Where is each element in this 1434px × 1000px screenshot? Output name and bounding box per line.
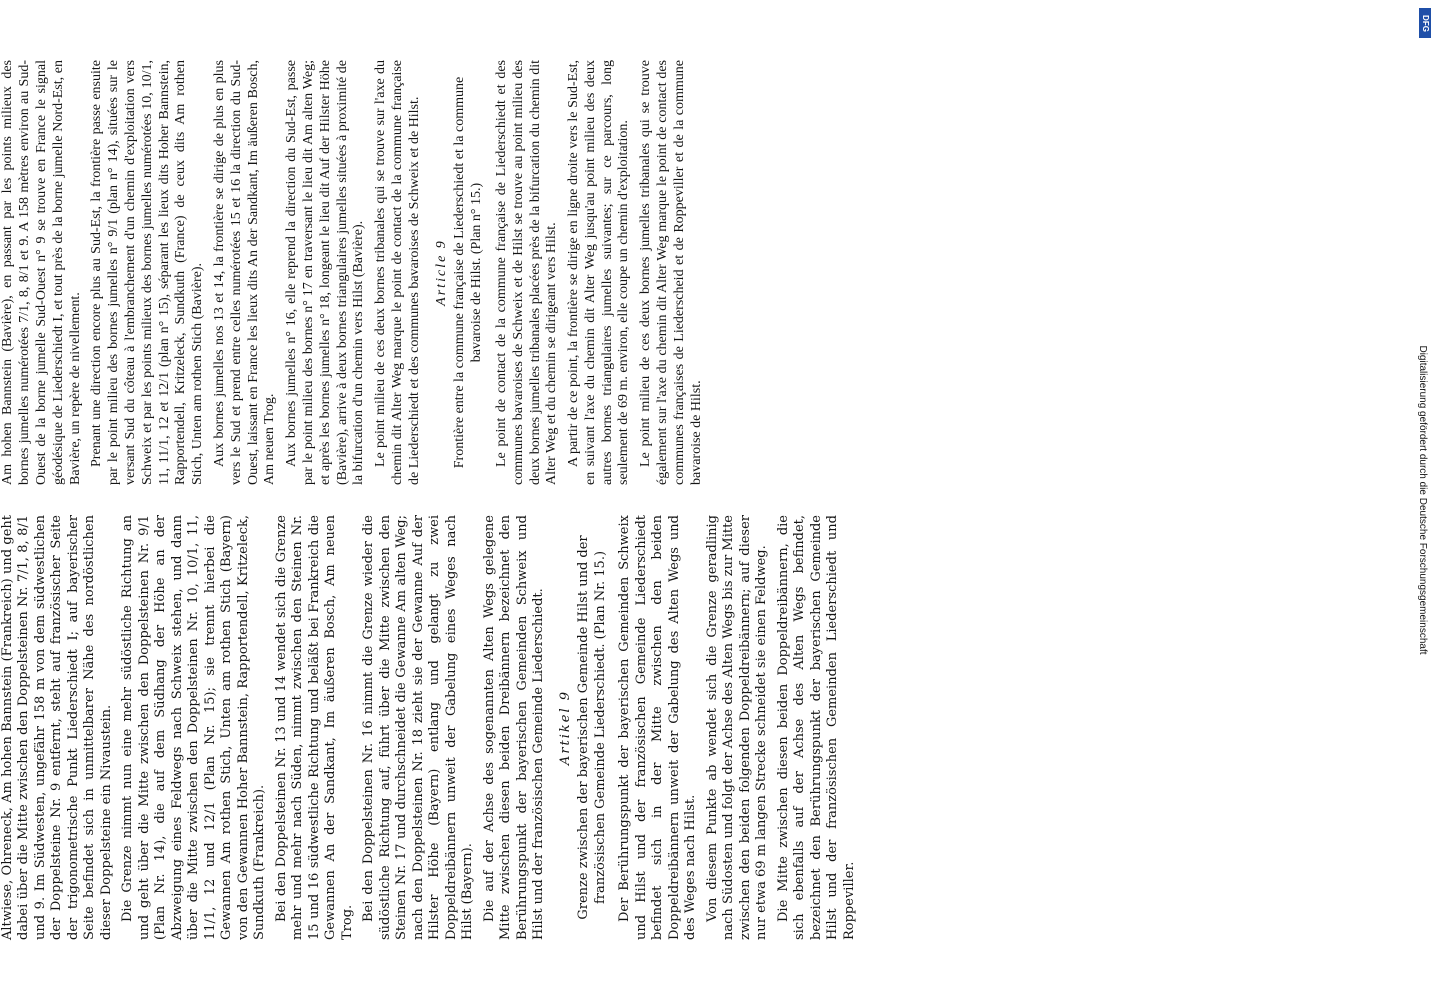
french-article-subheading: Frontière entre la commune française de Liederschiedt et la commune bavaroise de Hilst. (Plan n° 15.) xyxy=(452,76,485,469)
german-paragraph-3: Bei den Doppelsteinen Nr. 13 und 14 wendet sich die Grenze mehr und mehr nach Süden, nimmt zwischen den Steinen Nr. 15 und 16 südwestliche Richtung und beläßt bei Frankreich die Gewannen An der Sandkant, Im äußeren Bosch, Am neuen Trog. xyxy=(273,515,355,940)
german-article-heading: Artikel 9 xyxy=(557,689,573,766)
german-paragraph-1: Altwiese, Ohreneck, Am hohen Bannstein (Frankreich) und geht dabei über die Mitte zwischen den Doppelsteinen Nr. 7/1, 8, 8/1 und 9. Im Südwesten, ungefähr 158 m von dem südwestlichen der Doppelsteine Nr. 9 entfernt, steht auf französischer Seite der trigonometrische Punkt Liederschiedt I; auf bayerischer Seite befindet sich in unmittelbarer Nähe des nordöstlichen dieser Doppelsteine ein Nivaustein. xyxy=(0,515,114,940)
german-paragraph-4: Bei den Doppelsteinen Nr. 16 nimmt die Grenze wieder die südöstliche Richtung auf, führt über die Mitte zwischen den Steinen Nr. 17 und durchschneidet die Gewanne Am alten Weg; nach den Doppelsteinen Nr. 18 zieht sie der Gewanne Auf der Hilster Höhe (Bayern) entlang und gelangt zu zwei Doppeldreibännern unweit der Gabelung eines Weges nach Hilst (Bayern). xyxy=(361,515,475,940)
french-text-column xyxy=(0,60,710,485)
french-paragraph-8: Le point milieu de ces deux bornes jumelles tribanales qui se trouve également sur l'axe du chemin dit Alter Weg marque le point de contact des communes françaises de Liederscheid et de Roppeviller et de la commune bavaroise de Hilst. xyxy=(638,60,704,485)
german-article-subheading: Grenze zwischen der bayerischen Gemeinde Hilst und der französischen Gemeinde Liederschiedt. (Plan Nr. 15.) xyxy=(576,535,608,920)
dfg-logo-icon: DFG xyxy=(1419,8,1431,38)
german-paragraph-8: Die Mitte zwischen diesen beiden Doppeldreibännern, die sich ebenfalls auf der Achse des Alten Wegs befindet, bezeichnet den Berührungspunkt der bayerischen Gemeinde Hilst und der französischen Gemeinden Liederschiedt und Roppeviller. xyxy=(775,515,857,940)
german-paragraph-5: Die auf der Achse des sogenannten Alten Wegs gelegene Mitte zwischen diesen beiden Dreibännern bezeichnet den Berührungspunkt der bayerischen Gemeinden Schweix und Hilst und der französischen Gemeinde Liederschiedt. xyxy=(481,515,546,940)
rotated-document-page xyxy=(0,60,1170,940)
german-paragraph-2: Die Grenze nimmt nun eine mehr südöstliche Richtung an und geht über die Mitte zwischen den Doppelsteinen Nr. 9/1 (Plan Nr. 14), die auf dem Südhang der Höhe an der Abzweigung eines Feldwegs nach Schweix stehen, und dann über die Mitte zwischen den Doppelsteinen Nr. 10, 10/1, 11, 11/1, 12 und 12/1 (Plan Nr. 15); sie trennt hierbei die Gewannen Am rothen Stich, Unten am rothen Stich (Bayern) von den Gewannen Hoher Bannstein, Rapportendell, Kritzeleck, Sundkuth (Frankreich). xyxy=(120,515,267,940)
french-paragraph-1: Am hohen Bannstein (Bavière), en passant par les points milieux des bornes jumelles numérotées 7/1, 8, 8/1 et 9. A 158 mètres environ au Sud-Ouest de la borne jumelle Sud-Ouest n° 9 se trouve en France le signal géodésique de Liederschiedt I, et tout près de la borne jumelle Nord-Est, en Bavière, un repère de nivellement. xyxy=(0,60,83,485)
digitization-credit: Digitalisierung gefördert durch die Deutsche Forschungsgemeinschaft xyxy=(1417,345,1428,655)
german-paragraph-7: Von diesem Punkte ab wendet sich die Grenze geradlinig nach Südosten und folgt der Achse des Alten Wegs bis zur Mitte zwischen den beiden folgenden Doppeldreibännern; auf dieser nur etwa 69 m langen Strecke schneidet sie einen Feldweg. xyxy=(704,515,769,940)
french-paragraph-4: Aux bornes jumelles n° 16, elle reprend la direction du Sud-Est, passe par le point milieu des bornes n° 17 en traversant le lieu dit Am alten Weg; et après les bornes jumelles n° 18, longeant le lieu dit Auf der Hilster Höhe (Bavière), arrive à deux bornes triangulaires jumelles situées à proximité de la bifurcation d'un chemin vers Hilst (Bavière). xyxy=(284,60,367,485)
german-paragraph-6: Der Berührungspunkt der bayerischen Gemeinden Schweix und Hilst und der französischen Gemeinde Liederschiedt befindet sich in der Mitte zwischen den beiden Doppeldreibännern unweit der Gabelung des Alten Wegs und des Weges nach Hilst. xyxy=(617,515,698,940)
french-article-heading: Article 9 xyxy=(433,239,449,306)
german-text-column xyxy=(0,515,863,940)
french-paragraph-5: Le point milieu de ces deux bornes tribanales qui se trouve sur l'axe du chemin dit Alter Weg marque le point de contact de la commune française de Liederschiedt et des communes bavaroises de Schweix et de Hilst. xyxy=(373,60,422,485)
french-paragraph-3: Aux bornes jumelles nos 13 et 14, la frontière se dirige de plus en plus vers le Sud et prend entre celles numérotées 15 et 16 la direction du Sud-Ouest, laissant en France les lieux dits An der Sandkant, Im äußeren Bosch, Am neuen Trog. xyxy=(211,60,278,485)
french-paragraph-7: A partir de ce point, la frontière se dirige en ligne droite vers le Sud-Est, en suivant l'axe du chemin dit Alter Weg jusqu'au point milieu des deux autres bornes triangulaires jumelles suivantes; sur ce parcours, long seulement de 69 m. environ, elle coupe un chemin d'exploitation. xyxy=(566,60,632,485)
french-paragraph-6: Le point de contact de la commune française de Liederschiedt et des communes bavaroises de Schweix et de Hilst se trouve au point milieu des deux bornes jumelles tribanales placées près de la bifurcation du chemin dit Alter Weg et du chemin se dirigeant vers Hilst. xyxy=(493,60,560,485)
french-paragraph-2: Prenant une direction encore plus au Sud-Est, la frontière passe ensuite par le point milieu des bornes jumelles n° 9/1 (plan n° 14), situées sur le versant Sud du côteau à l'embranchement d'un chemin d'exploitation vers Schweix et par les points milieux des bornes jumelles numérotées 10, 10/1, 11, 11/1, 12 et 12/1 (plan n° 15), séparant les lieux dits Hoher Bannstein, Rapportendell, Kritzeleck, Sundkuth (France) de ceux dits Am rothen Stich, Unten am rothen Stich (Bavière). xyxy=(89,60,206,485)
